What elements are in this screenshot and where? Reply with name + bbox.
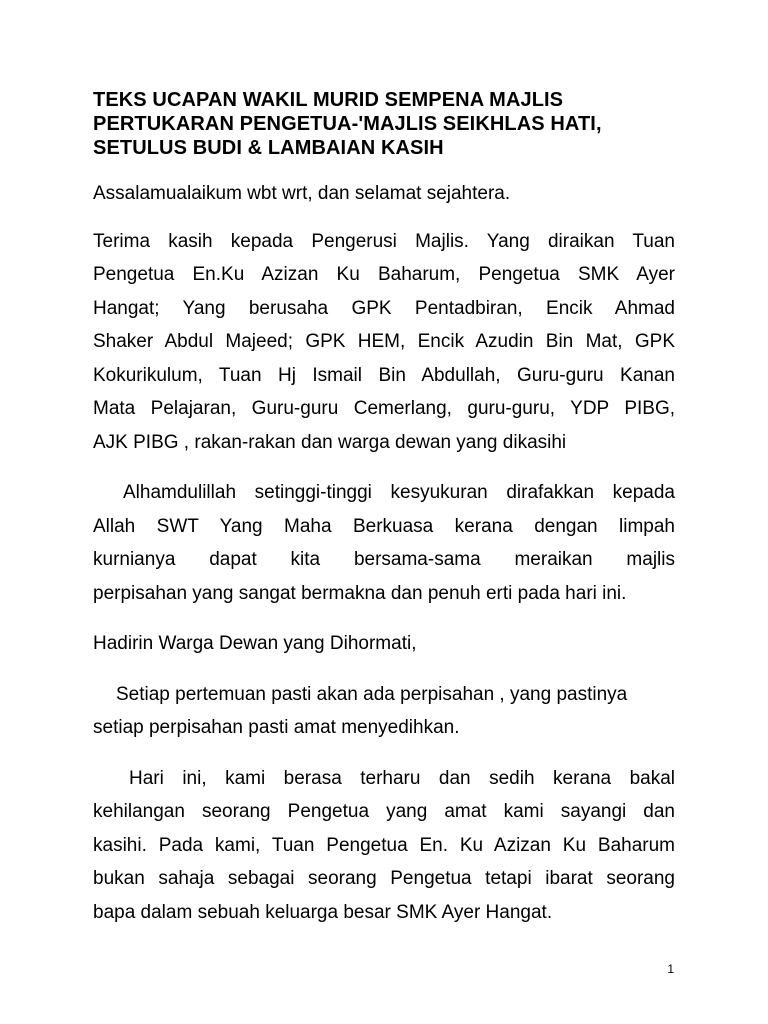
paragraph-line: Alhamdulillah setinggi-tinggi kesyukuran dirafakkan kepada xyxy=(123,482,675,503)
tribute-paragraph xyxy=(93,762,675,930)
paragraph-line: Allah SWT Yang Maha Berkuasa kerana dengan limpah xyxy=(93,515,675,537)
paragraph-line: kurnianya dapat kita bersama-sama meraikan majlis xyxy=(93,549,675,570)
title-line: SETULUS BUDI & LAMBAIAN KASIH xyxy=(93,137,444,159)
title-line: TEKS UCAPAN WAKIL MURID SEMPENA MAJLIS xyxy=(93,89,564,111)
document-title xyxy=(93,88,675,160)
paragraph-line: kehilangan seorang Pengetua yang amat kami sayangi dan xyxy=(93,801,675,822)
greeting-line: Assalamualaikum wbt wrt, dan selamat sejahtera. xyxy=(93,183,511,204)
paragraph-line: setiap perpisahan pasti amat menyedihkan. xyxy=(93,717,460,738)
farewell-paragraph xyxy=(93,678,675,745)
paragraph-line: Mata Pelajaran, Guru-guru Cemerlang, guru-guru, YDP PIBG, xyxy=(93,398,675,419)
page-number: 1 xyxy=(667,962,674,976)
greeting-paragraph xyxy=(93,177,675,211)
title-line: PERTUKARAN PENGETUA-'MAJLIS SEIKHLAS HATI, xyxy=(93,113,602,135)
paragraph-line: Kokurikulum, Tuan Hj Ismail Bin Abdullah, Guru-guru Kanan xyxy=(93,364,675,386)
paragraph-line: kasihi. Pada kami, Tuan Pengetua En. Ku Azizan Ku Baharum xyxy=(93,834,675,856)
gratitude-paragraph xyxy=(93,476,675,610)
salutation-line: Hadirin Warga Dewan yang Dihormati, xyxy=(93,633,417,654)
paragraph-line: AJK PIBG , rakan-rakan dan warga dewan yang dikasihi xyxy=(93,431,567,453)
paragraph-line: Terima kasih kepada Pengerusi Majlis. Yang diraikan Tuan xyxy=(93,230,675,252)
paragraph-line: Shaker Abdul Majeed; GPK HEM, Encik Azudin Bin Mat, GPK xyxy=(93,331,675,352)
paragraph-line: bapa dalam sebuah keluarga besar SMK Ayer Hangat. xyxy=(93,901,553,923)
paragraph-line: Hangat; Yang berusaha GPK Pentadbiran, Encik Ahmad xyxy=(93,297,675,319)
paragraph-line: bukan sahaja sebagai seorang Pengetua tetapi ibarat seorang xyxy=(93,868,675,889)
acknowledgement-paragraph xyxy=(93,225,675,460)
paragraph-line: Hari ini, kami berasa terharu dan sedih kerana bakal xyxy=(129,767,675,789)
paragraph-line: perpisahan yang sangat bermakna dan penuh erti pada hari ini. xyxy=(93,582,627,604)
salutation-paragraph xyxy=(93,627,675,661)
paragraph-line: Setiap pertemuan pasti akan ada perpisahan , yang pastinya xyxy=(116,683,628,705)
paragraph-line: Pengetua En.Ku Azizan Ku Baharum, Pengetua SMK Ayer xyxy=(93,264,675,285)
